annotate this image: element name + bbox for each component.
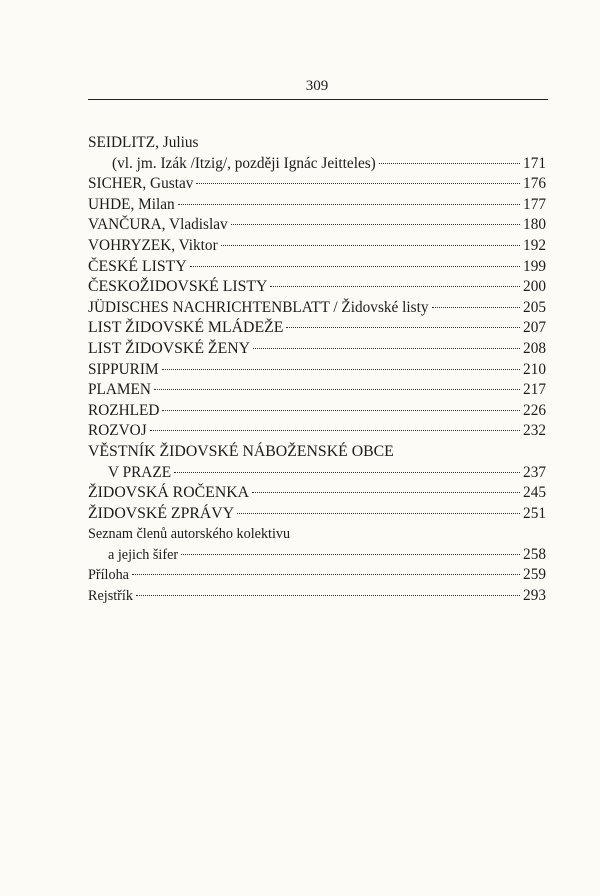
toc-entry-title: PLAMEN — [88, 381, 151, 399]
dot-leader — [237, 513, 520, 514]
toc-entry-title: ŽIDOVSKÉ ZPRÁVY — [88, 504, 235, 522]
header-rule — [88, 99, 548, 100]
page-number: 309 — [305, 78, 329, 94]
toc-entry-title: SICHER, Gustav — [88, 175, 194, 193]
toc-entry-title: a jejich šifer — [108, 546, 179, 563]
dot-leader — [162, 369, 520, 370]
toc-entry-title: ČESKÉ LISTY — [88, 257, 187, 275]
dot-leader — [252, 492, 520, 493]
toc-entry-rozvoj — [88, 421, 546, 442]
toc-entry-zidovska-rocenka — [88, 483, 546, 504]
toc-entry-title: ČESKOŽIDOVSKÉ LISTY — [88, 278, 268, 296]
toc-entry-vohryzek — [88, 236, 546, 257]
toc-entry-page: 199 — [523, 257, 546, 275]
toc-entry-zidovske-zpravy — [88, 504, 546, 525]
dot-leader — [132, 574, 520, 575]
toc-entry-title: LIST ŽIDOVSKÉ MLÁDEŽE — [88, 319, 284, 337]
dot-leader — [162, 410, 520, 411]
toc-entry-page: 245 — [523, 484, 546, 502]
dot-leader — [178, 204, 520, 205]
toc-entry-seznam-sifer — [88, 545, 546, 566]
toc-entry-vestnik — [88, 442, 546, 463]
toc-entry-sippurim — [88, 360, 546, 381]
toc-entry-title: VOHRYZEK, Viktor — [88, 236, 218, 254]
toc-entry-page: 258 — [523, 545, 546, 563]
toc-entry-seidlitz — [88, 133, 546, 154]
toc-entry-page: 200 — [523, 278, 546, 296]
toc-entry-title: Příloha — [88, 567, 129, 584]
toc-entry-vestnik-v-praze — [88, 463, 546, 484]
dot-leader — [196, 183, 520, 184]
toc-entry-judisches-nachrichtenblatt — [88, 298, 546, 319]
toc-entry-title: SEIDLITZ, Julius — [88, 134, 199, 151]
toc-entry-page: 251 — [523, 504, 546, 522]
toc-entry-title: JÜDISCHES NACHRICHTENBLATT / Židovské listy — [88, 298, 429, 316]
toc-entry-title: V PRAZE — [108, 463, 172, 481]
table-of-contents — [88, 133, 546, 607]
dot-leader — [270, 286, 520, 287]
toc-entry-title: SIPPURIM — [88, 360, 159, 378]
toc-entry-page: 171 — [523, 154, 546, 172]
toc-entry-title: Seznam členů autorského kolektivu — [88, 526, 291, 543]
dot-leader — [221, 245, 520, 246]
toc-entry-page: 226 — [523, 401, 546, 419]
dot-leader — [174, 472, 520, 473]
dot-leader — [379, 163, 520, 164]
toc-entry-rejstrik — [88, 586, 546, 607]
toc-entry-page: 205 — [523, 298, 546, 316]
toc-entry-page: 232 — [523, 422, 546, 440]
toc-entry-page: 210 — [523, 360, 546, 378]
toc-entry-list-zidovske-mladeze — [88, 318, 546, 339]
dot-leader — [150, 430, 520, 431]
toc-entry-page: 177 — [523, 195, 546, 213]
dot-leader — [432, 307, 521, 308]
toc-entry-page: 217 — [523, 381, 546, 399]
toc-entry-uhde — [88, 195, 546, 216]
toc-entry-page: 208 — [523, 339, 546, 357]
dot-leader — [190, 266, 520, 267]
toc-entry-seidlitz-note — [88, 154, 546, 175]
toc-entry-page: 293 — [523, 587, 546, 605]
toc-entry-title: LIST ŽIDOVSKÉ ŽENY — [88, 339, 251, 357]
dot-leader — [181, 554, 520, 555]
toc-entry-sicher — [88, 174, 546, 195]
toc-entry-page: 237 — [523, 463, 546, 481]
toc-entry-list-zidovske-zeny — [88, 339, 546, 360]
dot-leader — [253, 348, 520, 349]
dot-leader — [136, 595, 520, 596]
toc-entry-vancura — [88, 215, 546, 236]
toc-entry-title: VĚSTNÍK ŽIDOVSKÉ NÁBOŽENSKÉ OBCE — [88, 442, 394, 460]
toc-entry-title: ŽIDOVSKÁ ROČENKA — [88, 484, 250, 502]
dot-leader — [231, 224, 520, 225]
toc-entry-seznam-clenu — [88, 524, 546, 545]
toc-entry-page: 259 — [523, 566, 546, 584]
toc-entry-title: (vl. jm. Izák /Itzig/, později Ignác Jeitteles) — [112, 154, 376, 172]
toc-entry-title: UHDE, Milan — [88, 195, 175, 213]
toc-entry-rozhled — [88, 401, 546, 422]
toc-entry-title: Rejstřík — [88, 588, 133, 605]
toc-entry-ceskozidovske-listy — [88, 277, 546, 298]
dot-leader — [154, 389, 520, 390]
toc-entry-page: 207 — [523, 319, 546, 337]
toc-entry-title: ROZHLED — [88, 401, 160, 419]
toc-entry-ceske-listy — [88, 257, 546, 278]
toc-entry-plamen — [88, 380, 546, 401]
toc-entry-priloha — [88, 565, 546, 586]
toc-entry-page: 176 — [523, 175, 546, 193]
toc-entry-page: 192 — [523, 236, 546, 254]
dot-leader — [286, 327, 520, 328]
toc-entry-title: VANČURA, Vladislav — [88, 216, 228, 234]
toc-entry-page: 180 — [523, 216, 546, 234]
toc-entry-title: ROZVOJ — [88, 422, 147, 440]
